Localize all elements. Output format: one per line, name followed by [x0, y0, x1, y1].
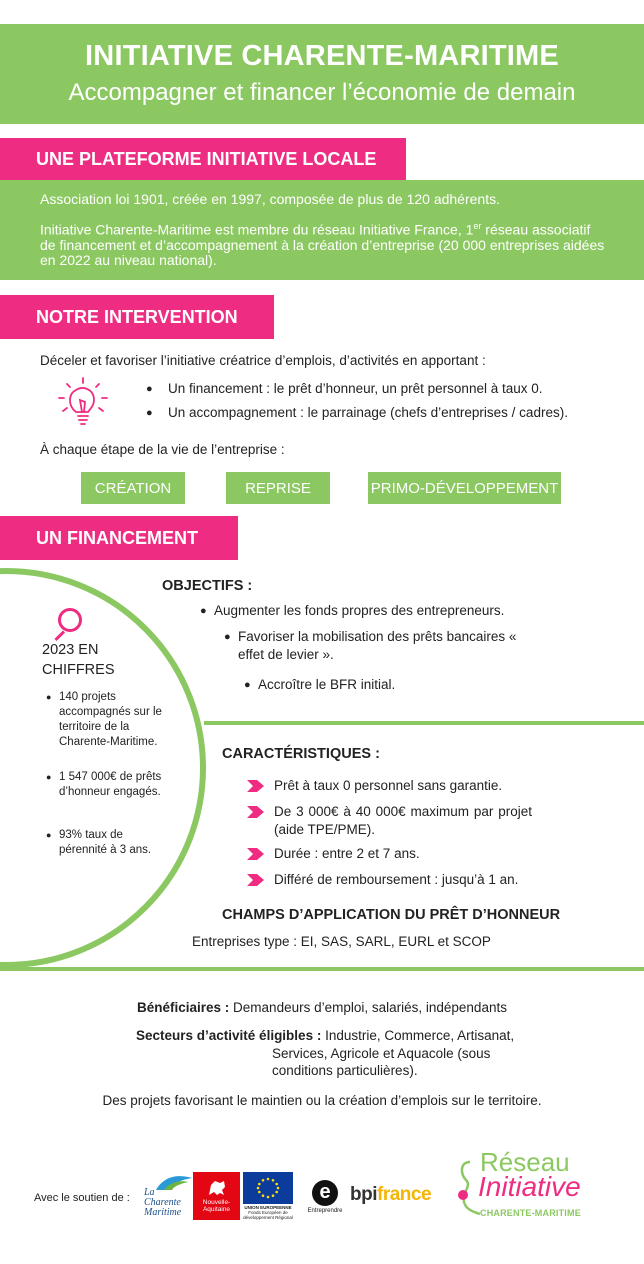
caracteristiques-title: CARACTÉRISTIQUES :	[222, 746, 380, 762]
eu-flag-icon	[243, 1172, 293, 1204]
logo-entreprendre: e Entreprendre	[307, 1181, 343, 1214]
plateforme-line2: Initiative Charente-Maritime est membre du réseau Initiative France, 1er réseau associatif de financement et d’accompagnement à la création d’entreprise (20 000 entreprises aidées en 2022 au niveau national).	[40, 221, 605, 268]
chevron-right-icon	[247, 874, 264, 886]
caracteristique-2: De 3 000€ à 40 000€ maximum par projet (aide TPE/PME).	[247, 803, 532, 839]
objectif-2: ● Favoriser la mobilisation des prêts bancaires « effet de levier ».	[224, 628, 524, 664]
logo-reseau-initiative: Réseau Initiative CHARENTE-MARITIME	[456, 1150, 616, 1224]
section-heading-financement: UN FINANCEMENT	[0, 516, 238, 560]
soutien-label: Avec le soutien de :	[34, 1192, 130, 1204]
projets-text: Des projets favorisant le maintien ou la création d’emplois sur le territoire.	[102, 1093, 542, 1108]
stat-prets: ● 1 547 000€ de prêts d’honneur engagés.	[46, 770, 176, 800]
stage-reprise: REPRISE	[226, 472, 330, 504]
chevron-right-icon	[247, 780, 264, 792]
lightbulb-icon	[54, 376, 114, 432]
caracteristique-1: Prêt à taux 0 personnel sans garantie.	[247, 777, 532, 795]
plateforme-line1: Association loi 1901, créée en 1997, composée de plus de 120 adhérents.	[40, 191, 500, 207]
divider-objectifs	[204, 721, 644, 725]
logo-bpifrance: bpifrance	[350, 1184, 432, 1205]
objectif-1: ● Augmenter les fonds propres des entrepreneurs.	[200, 602, 504, 620]
objectif-3: ● Accroître le BFR initial.	[244, 676, 395, 694]
caracteristique-4: Différé de remboursement : jusqu’à 1 an.	[247, 871, 532, 889]
footer-logos	[0, 1147, 644, 1220]
objectifs-title: OBJECTIFS :	[162, 578, 253, 594]
chevron-right-icon	[247, 848, 264, 860]
entreprendre-mark-icon: e	[312, 1180, 338, 1206]
page-subtitle: Accompagner et financer l’économie de demain	[68, 79, 576, 106]
intervention-bullet-1: ● Un financement : le prêt d’honneur, un prêt personnel à taux 0.	[146, 380, 543, 398]
logo-union-europeenne: UNION EUROPEENNE Fonds Européen de développement Régional	[242, 1172, 294, 1220]
secteurs-line-3: conditions particulières).	[272, 1063, 418, 1078]
page-title: INITIATIVE CHARENTE-MARITIME	[85, 40, 559, 72]
stages-intro: À chaque étape de la vie de l’entreprise :	[40, 442, 285, 457]
stat-projets: ● 140 projets accompagnés sur le territoire de la Charente-Maritime.	[46, 690, 176, 750]
caracteristique-3: Durée : entre 2 et 7 ans.	[247, 845, 532, 863]
chiffres-title: 2023 EN CHIFFRES	[42, 642, 115, 678]
magnifier-icon	[58, 608, 82, 632]
chiffres-circle	[0, 568, 206, 968]
divider-bottom	[0, 967, 644, 971]
stage-primo-developpement: PRIMO-DÉVELOPPEMENT	[368, 472, 561, 504]
secteurs-line-2: Services, Agricole et Aquacole (sous	[272, 1046, 491, 1061]
champs-title: CHAMPS D’APPLICATION DU PRÊT D’HONNEUR	[222, 907, 561, 923]
chevron-right-icon	[247, 806, 264, 818]
plateforme-box	[0, 180, 644, 280]
intervention-intro: Déceler et favoriser l’initiative créatrice d’emplois, d’activités en apportant :	[40, 353, 486, 368]
logo-charente-maritime: La Charente Maritime	[138, 1172, 190, 1222]
intervention-bullet-2: ● Un accompagnement : le parrainage (chefs d’entreprises / cadres).	[146, 404, 568, 422]
beneficiaires: Bénéficiaires : Demandeurs d’emploi, salariés, indépendants	[137, 1000, 507, 1015]
champs-text: Entreprises type : EI, SAS, SARL, EURL et SCOP	[192, 934, 491, 949]
section-heading-plateforme: UNE PLATEFORME INITIATIVE LOCALE	[0, 138, 406, 180]
section-heading-intervention: NOTRE INTERVENTION	[0, 295, 274, 339]
stat-perennite: ● 93% taux de pérennité à 3 ans.	[46, 828, 156, 858]
page-header	[0, 24, 644, 124]
secteurs: Secteurs d’activité éligibles : Industrie, Commerce, Artisanat,	[136, 1028, 515, 1043]
lion-icon	[206, 1179, 228, 1197]
stage-creation: CRÉATION	[81, 472, 185, 504]
logo-nouvelle-aquitaine: Nouvelle- Aquitaine	[193, 1172, 240, 1220]
